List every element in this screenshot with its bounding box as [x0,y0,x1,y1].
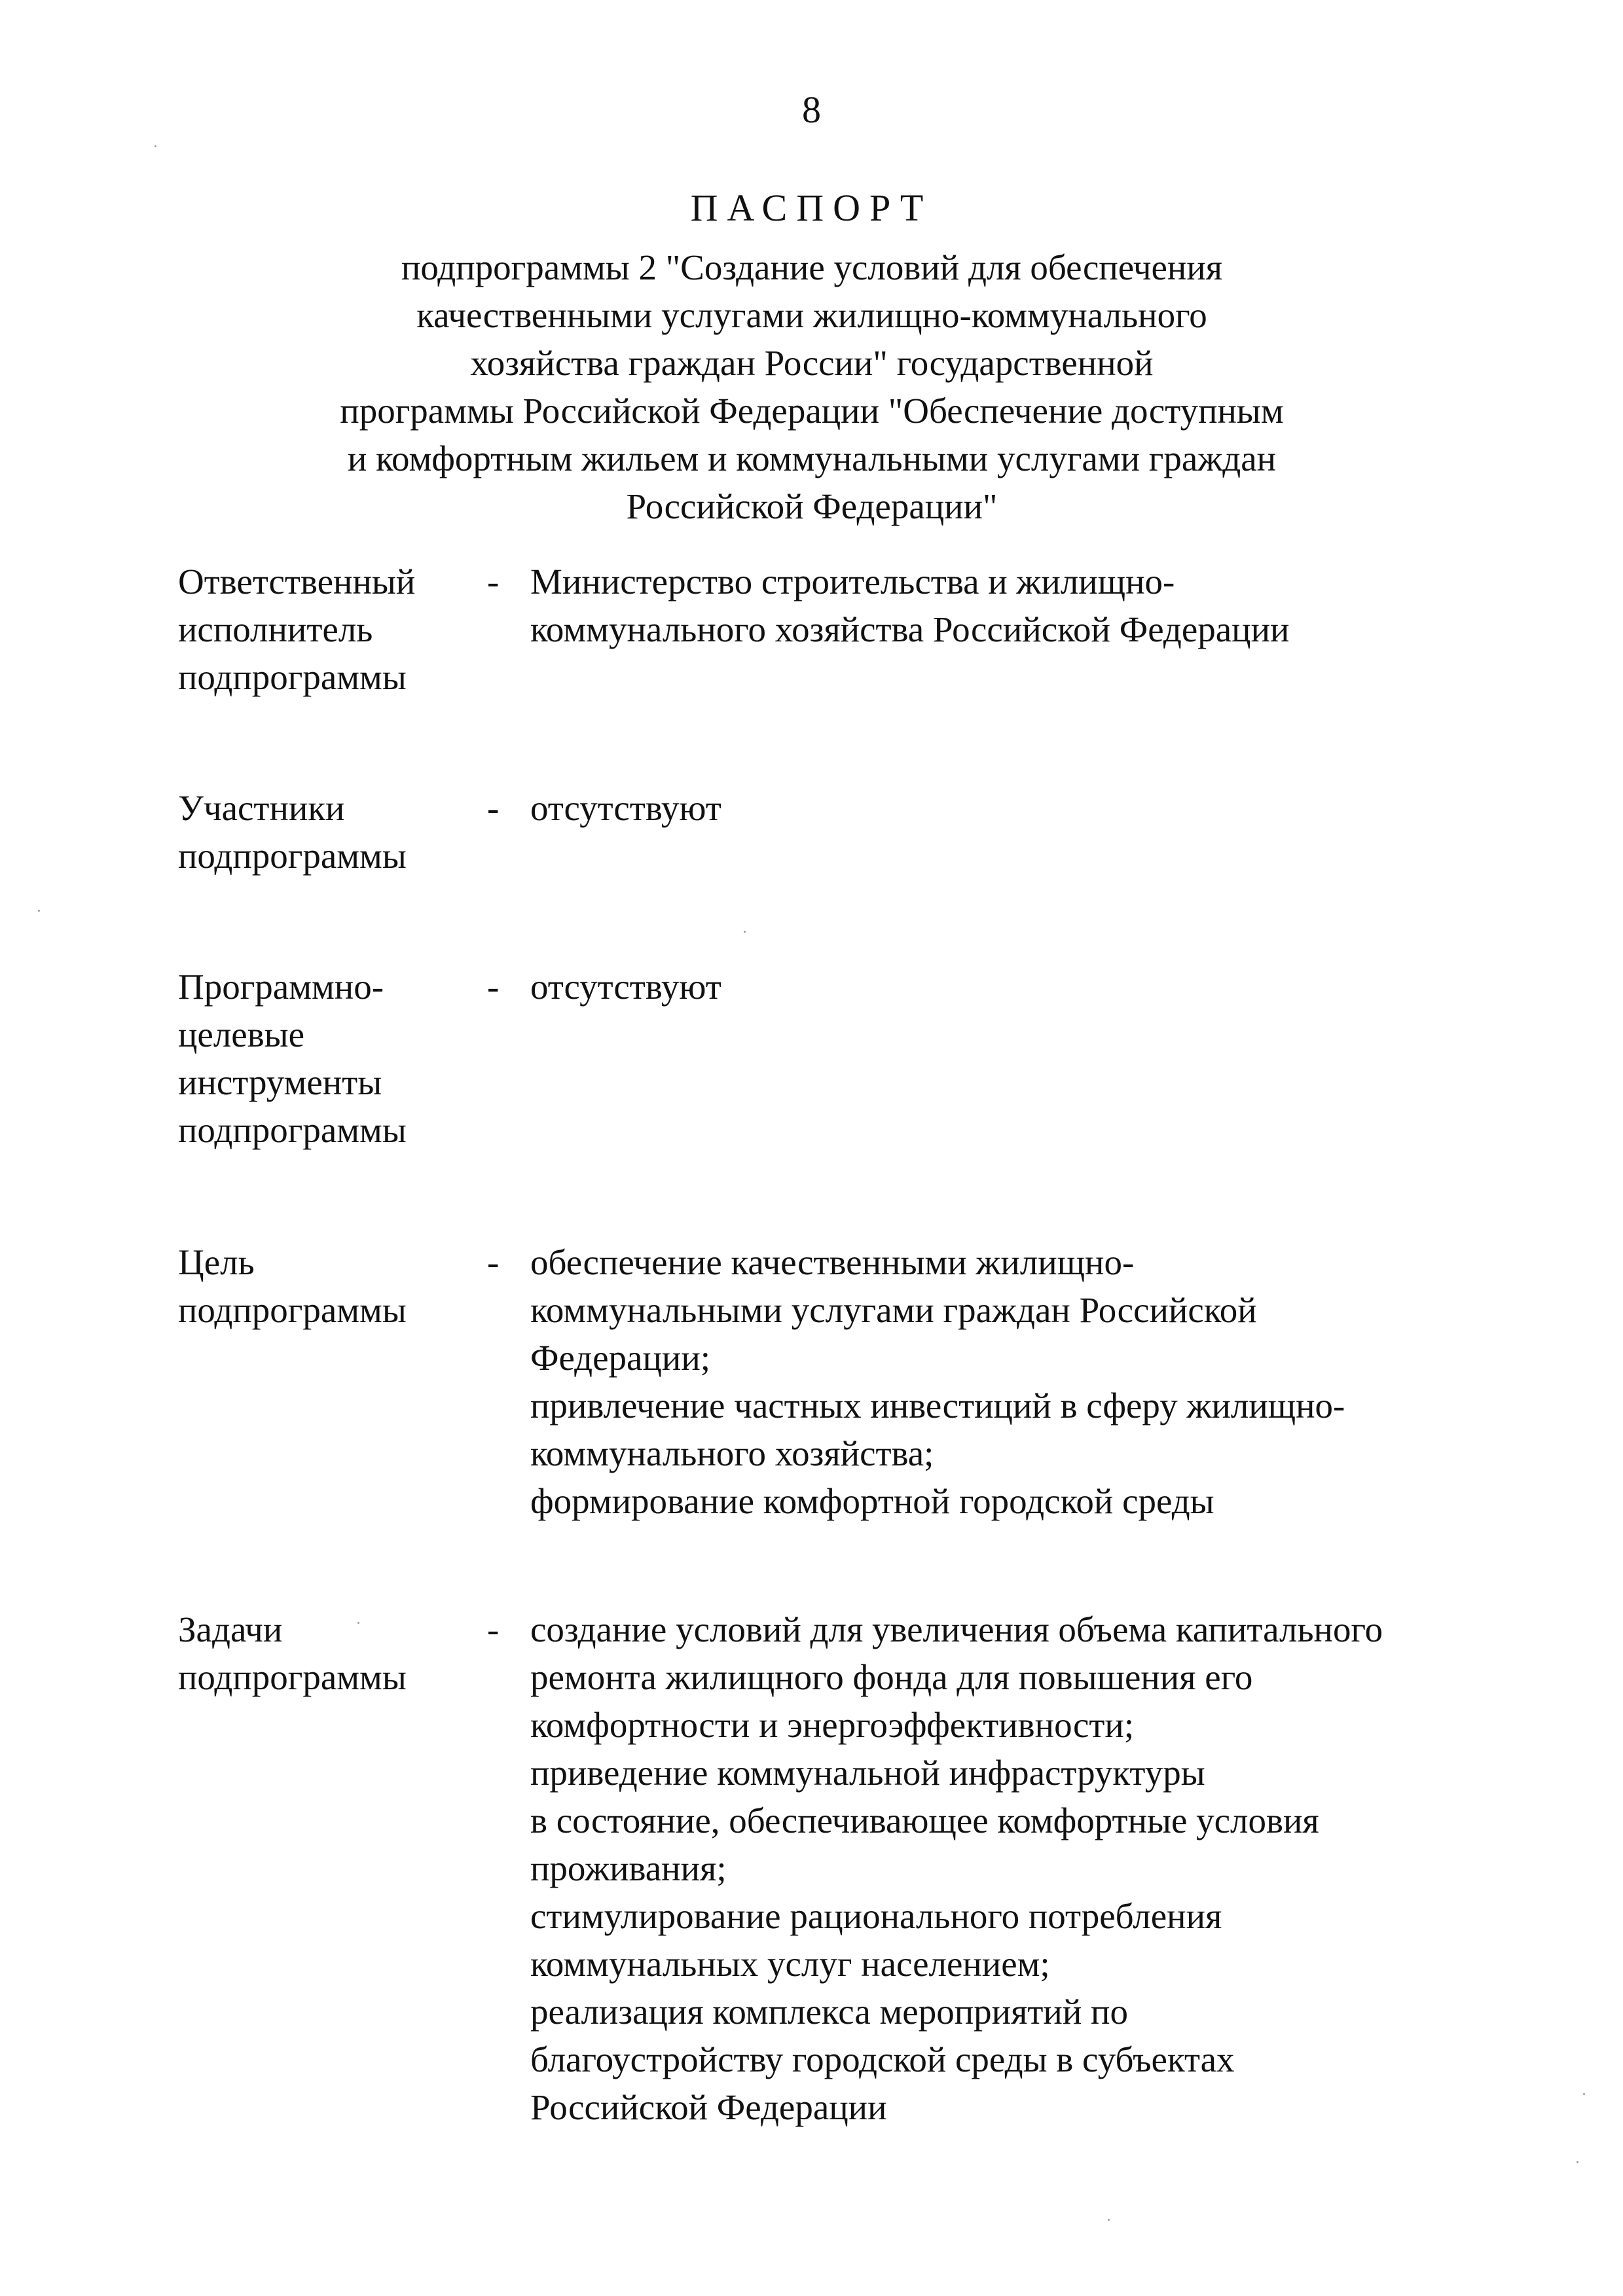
row-label-line: подпрограммы [178,836,407,876]
row-label-line: исполнитель [178,609,373,649]
passport-row-participants [178,784,1487,880]
row-value-line: в состояние, обеспечивающее комфортные условия [530,1801,1319,1840]
row-value-line: отсутствуют [530,788,721,828]
passport-row-tasks [178,1605,1487,2131]
row-value-line: создание условий для увеличения объема капитального [530,1609,1383,1649]
row-label-line: подпрограммы [178,1657,407,1697]
scan-speck [1577,2161,1578,2163]
row-label [178,558,487,701]
subtitle-line: Российской Федерации" [626,486,998,526]
row-value-line: коммунального хозяйства Российской Федерации [530,609,1290,649]
row-value [530,1605,1487,2131]
row-label [178,963,487,1154]
row-dash: - [487,1242,500,1282]
row-value [530,1238,1487,1525]
row-value-line: Российской Федерации [530,2087,887,2127]
row-label-line: целевые [178,1014,305,1054]
row-value-line: Министерство строительства и жилищно- [530,562,1175,601]
scan-speck [155,145,156,147]
row-value-line: обеспечение качественными жилищно- [530,1242,1135,1282]
row-label-line: Ответственный [178,562,416,601]
row-dash: - [487,967,500,1007]
document-subtitle [216,243,1408,530]
row-label [178,1238,487,1334]
row-value-line: стимулирование рационального потребления [530,1896,1222,1936]
row-label-line: Задачи [178,1609,283,1649]
passport-row-responsible [178,558,1487,701]
row-value [530,784,1487,832]
row-label-line: подпрограммы [178,1110,407,1150]
page-number: 8 [802,88,821,131]
row-value-line: реализация комплекса мероприятий по [530,1992,1128,2032]
row-label-line: подпрограммы [178,657,407,697]
subtitle-line: качественными услугами жилищно-коммунального [416,295,1207,335]
row-label-line: Участники [178,788,345,828]
row-value-line: проживания; [530,1848,727,1888]
row-value-line: привлечение частных инвестиций в сферу жилищно- [530,1386,1345,1426]
row-dash: - [487,562,500,601]
row-value-line: приведение коммунальной инфраструктуры [530,1753,1205,1793]
row-value-line: коммунального хозяйства; [530,1433,934,1473]
row-value-line: коммунальными услугами граждан Российской [530,1290,1257,1330]
row-value-line: отсутствуют [530,967,721,1007]
scan-speck [1583,2093,1585,2095]
passport-table [178,558,1487,2131]
row-label-line: подпрограммы [178,1290,407,1330]
subtitle-line: программы Российской Федерации "Обеспечение доступным [340,391,1284,431]
row-label [178,784,487,880]
scan-speck [38,910,40,912]
scan-speck [744,931,746,933]
row-value [530,963,1487,1011]
row-value-line: формирование комфортной городской среды [530,1481,1214,1521]
scan-speck [1108,2219,1110,2221]
passport-row-instruments [178,963,1487,1154]
row-dash: - [487,788,500,828]
row-label [178,1605,487,1701]
row-value-line: Федерации; [530,1338,711,1378]
row-value-line: коммунальных услуг населением; [530,1944,1050,1984]
subtitle-line: подпрограммы 2 "Создание условий для обеспечения [401,247,1223,287]
row-label-line: инструменты [178,1062,382,1102]
scan-speck [357,1622,359,1624]
passport-row-goal [178,1238,1487,1525]
row-value [530,558,1487,653]
subtitle-line: и комфортным жильем и коммунальными услугами граждан [347,439,1277,478]
row-dash: - [487,1609,500,1649]
row-value-line: благоустройству городской среды в субъектах [530,2039,1235,2079]
row-label-line: Цель [178,1242,255,1282]
subtitle-line: хозяйства граждан России" государственной [470,343,1154,383]
row-label-line: Программно- [178,967,384,1007]
page-title: ПАСПОРТ [690,187,933,229]
row-value-line: ремонта жилищного фонда для повышения его [530,1657,1253,1697]
row-value-line: комфортности и энергоэффективности; [530,1705,1135,1745]
